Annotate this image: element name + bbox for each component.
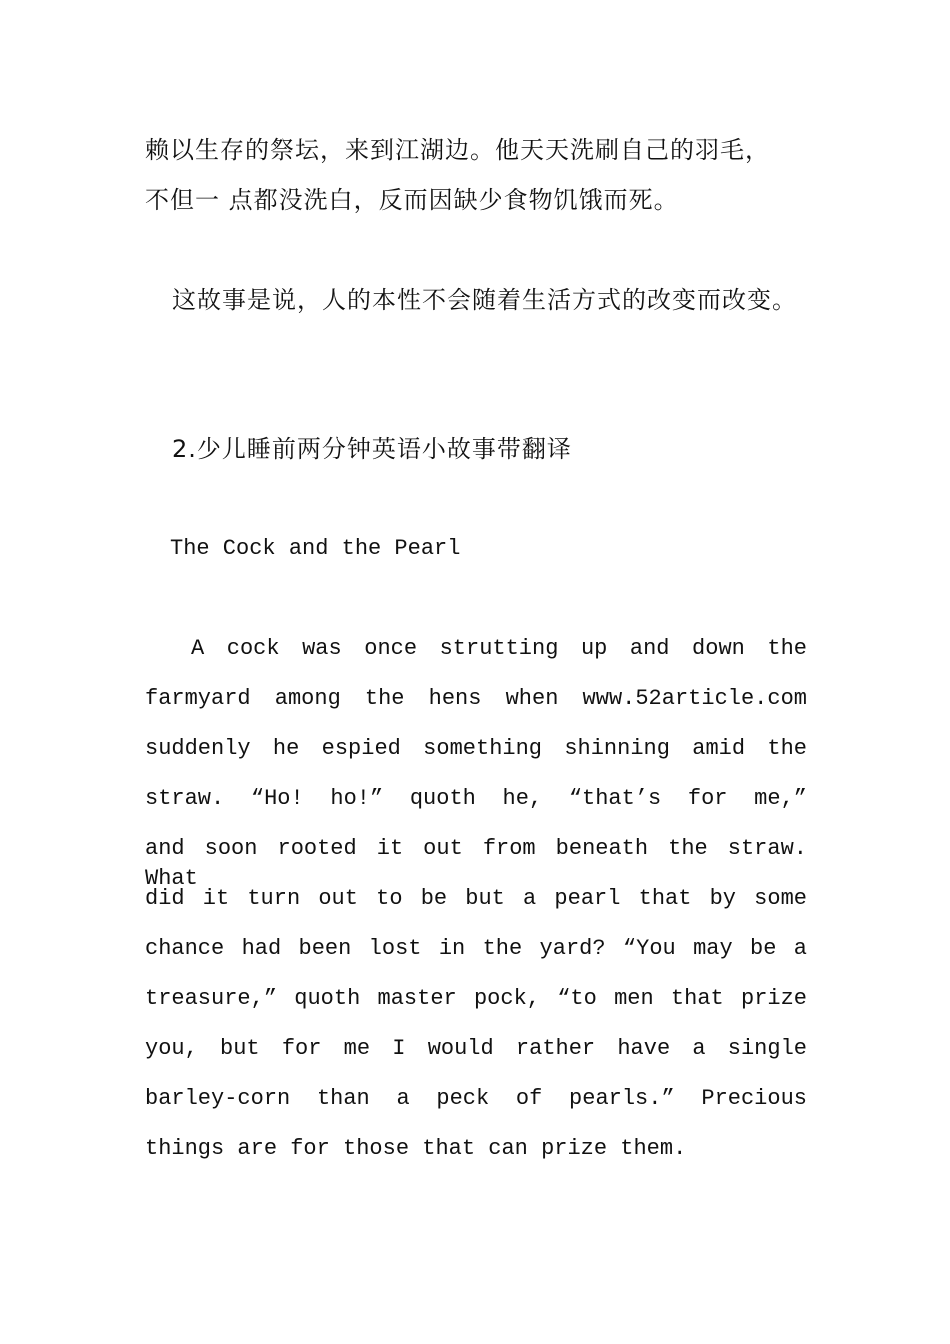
- moral-text: 这故事是说，人的本性不会随着生活方式的改变而改变。: [172, 286, 797, 314]
- section-heading: 2.少儿睡前两分钟英语小故事带翻译: [172, 435, 572, 463]
- story-line-4: straw. “Ho! ho!” quoth he, “that’s for me,”: [145, 786, 807, 811]
- chinese-text-line-1: 赖以生存的祭坛，来到江湖边。他天天洗刷自己的羽毛，: [145, 136, 770, 164]
- story-title: The Cock and the Pearl: [170, 536, 461, 561]
- chinese-text-line-2: 不但一 点都没洗白，反而因缺少食物饥饿而死。: [145, 186, 679, 214]
- story-line-6: did it turn out to be but a pearl that by some: [145, 886, 807, 911]
- story-line-8: treasure,” quoth master pock, “to men that prize: [145, 986, 807, 1011]
- story-line-10: barley-corn than a peck of pearls.” Precious: [145, 1086, 807, 1111]
- story-line-5: and soon rooted it out from beneath the straw. What: [145, 836, 807, 891]
- story-line-1: A cock was once strutting up and down the: [191, 636, 807, 661]
- story-line-7: chance had been lost in the yard? “You may be a: [145, 936, 807, 961]
- story-line-11: things are for those that can prize them.: [145, 1136, 687, 1161]
- story-line-9: you, but for me I would rather have a single: [145, 1036, 807, 1061]
- story-line-3: suddenly he espied something shinning amid the: [145, 736, 807, 761]
- story-line-2: farmyard among the hens when www.52article.com: [145, 686, 807, 711]
